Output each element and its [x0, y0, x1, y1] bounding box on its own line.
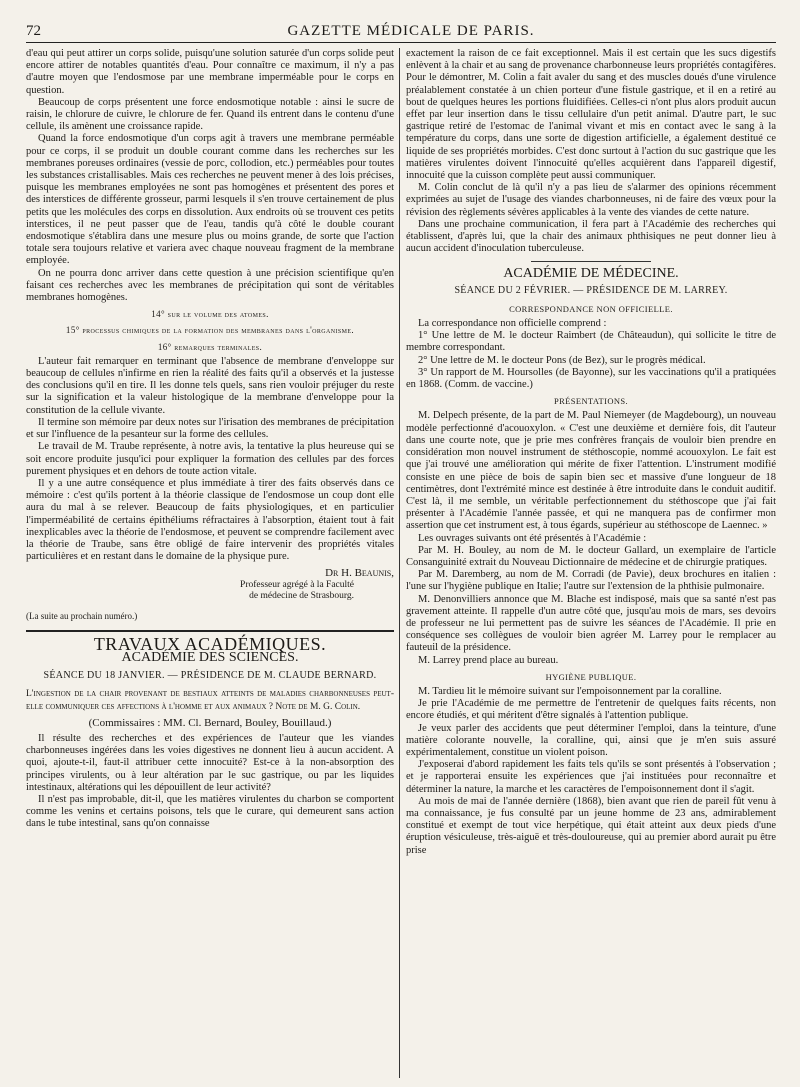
session-heading: SÉANCE DU 18 JANVIER. — PRÉSIDENCE DE M. CLAUDE BERNARD. — [43, 670, 377, 682]
paragraph: Il y a une autre conséquence et plus immédiate à tirer des faits observés dans ce mémoire : c'est qu'ils portent à la théorie classique de l'endosmose un coup dont elle aura du mal à se relever. Beaucoup de faits physiologiques, et en particulier l'imperméabilité de certains épithéliums réfractaires à l'absorption, étaient tout à fait inexplicables avec la théorie de l'endosmose, et peuvent se comprendre facilement avec la théorie de Traube, sans être obligé de faire intervenir des propriétés vitales particulières et en restant dans le domaine de la physique pure. — [26, 477, 394, 563]
section-heading: 15° processus chimiques de la formation des membranes dans l'organisme. — [65, 325, 355, 336]
session-heading: SÉANCE DU 2 FÉVRIER. — PRÉSIDENCE DE M. LARREY. — [454, 284, 728, 296]
paragraph: M. Delpech présente, de la part de M. Paul Niemeyer (de Magdebourg), un nouveau modèle perfectionné d'acouoxylon. « C'est une deuxième et dernière fois, dit l'auteur dans une courte note, que je prie mes confrères français de vouloir bien prendre en considération mon nouvel instrument de stéthoscopie, nommé acouoxylon. Le fait est que j'ai trouvé une amélioration qui mérite de fixer l'attention. L'instrument modifié consiste en une pièce de bois de sapin bien sec et massive d'une longueur de 18 centimètres, dont l'extrémité mince est destinée à être introduite dans le conduit auditif. C'est là, il me semble, un véritable perfectionnement du stéthoscope que j'ai fait présenter à l'Académie l'année passée, et qui ne manquera pas de confirmer mon assertion que cet instrument est, à tous égards, supérieur au stéthoscope de Laennec. » — [406, 410, 776, 532]
paragraph: Les ouvrages suivants ont été présentés à l'Académie : — [418, 532, 647, 544]
paragraph: M. Colin conclut de là qu'il n'y a pas lieu de s'alarmer des opinions récemment exprimées au sujet de l'usage des viandes charbonneuses, ni de faire des vœux pour la révision des règlements sévères applicables à la vente des viandes de cette nature. — [406, 182, 776, 218]
author-affiliation: de médecine de Strasbourg. — [249, 590, 354, 601]
paragraph: Beaucoup de corps présentent une force endosmotique notable : ainsi le sucre de raisin, le chlorure de cuivre, le chlorure de fer. Quand ils entrent dans le contenu d'une cellule, ils amènent une croissance rapide. — [26, 96, 394, 133]
paragraph: La correspondance non officielle comprend : — [418, 318, 607, 330]
section-heading: 14° sur le volume des atomes. — [151, 309, 269, 320]
paragraph: Par M. H. Bouley, au nom de M. le docteur Gallard, un exemplaire de l'article Consanguinité extrait du Nouveau Dictionnaire de médecine et de chirurgie pratiques. — [406, 544, 776, 568]
paragraph: Dans une prochaine communication, il fera part à l'Académie des recherches qui établissent, d'après lui, que la chair des animaux phthisiques ne peut donner lieu à aucun accident d'inoculation tuberculeuse. — [406, 218, 776, 255]
paragraph: exactement la raison de ce fait exceptionnel. Mais il est certain que les sucs digestifs enlèvent à la chair et au sang de provenance charbonneuse leurs propriétés contagifères. Pour le démontrer, M. Colin a fait avaler du sang et des muscles doués d'une virulence préalablement constatée à un chien porteur d'une fistule gastrique, et il en a retiré au bout de quelques heures les portions fluidifiées. Celles-ci n'ont plus alors produit aucun effet par leur insertion dans le tissu cellulaire d'un petit animal. D'autre part, le suc gastrique retiré de l'estomac de l'animal vivant et mis en contact avec le sang à la température du corps, dans une sorte de digestion artificielle, a également destitué ce liquide de ses propriétés morbides. C'est donc surtout à l'action du suc gastrique que les matières virulentes doivent l'innocuité qu'elles acquièrent dans l'appareil digestif, innocuité que la cuisson complète peut aussi communiquer. — [406, 48, 776, 182]
page-header — [26, 18, 776, 43]
paragraph: Quand la force endosmotique d'un corps agit à travers une membrane perméable pour ce corps, il se produit un double courant comme dans les recherches sur les membranes poreuses ordinaires (vessie de porc, collodion, etc.) perméables pour toutes les substances cristallisables. Mais ces recherches ne peuvent mener à des lois précises, puisque les membranes employées ne sont pas homogènes et présentent des pores et des interstices de différente grosseur, parmi lesquels il s'en trouve certainement de plus petits que les molécules des corps en dissolution. Aux endroits où se trouvent ces petits interstices, il ne peut passer que de l'eau, tandis qu'à côté le double courant endosmotique s'établira dans une mesure plus ou moins grande, de sorte que l'action totale sera toujours relative et variera avec chaque nouveau fragment de la membrane employée. — [26, 133, 394, 267]
paragraph: J'exposerai d'abord rapidement les faits tels qu'ils se sont présentés à l'observation ; et je rapporterai ensuite les expériences que j'ai instituées pour reconnaître et déterminer la nature, la marche et les caractères de l'empoisonnement dont il s'agit. — [406, 759, 776, 795]
section-title: TRAVAUX ACADÉMIQUES. — [93, 633, 327, 654]
subsection-heading: HYGIÈNE PUBLIQUE. — [545, 671, 637, 682]
commission-line: (Commissaires : MM. Cl. Bernard, Bouley, Bouillaud.) — [88, 716, 332, 729]
paragraph: L'auteur fait remarquer en terminant que l'absence de membrane d'enveloppe sur beaucoup de cellules n'infirme en rien la réalité des faits qu'il a observés et la justesse des conclusions qu'il en tire. Il les donne tels quels, sans rien vouloir préjuger du reste sur la signification et la valeur histologique de la membrane d'enveloppe pour la constitution de la cellule vivante. — [26, 355, 394, 416]
section-heading: 16° remarques terminales. — [157, 341, 263, 352]
column-rule — [399, 48, 400, 1078]
paragraph: d'eau qui peut attirer un corps solide, puisqu'une solution saturée d'un corps solide peut encore attirer de notables quantités d'eau. Pour connaître ce maximum, il n'y a pas d'autre moyen que l'endosmose par une membrane imperméable pour le corps en question. — [26, 48, 394, 96]
continuation-note: (La suite au prochain numéro.) — [26, 610, 138, 621]
paragraph: Le travail de M. Traube représente, à notre avis, la tentative la plus heureuse qui se soit encore produite jusqu'ici pour expliquer la formation des cellules par des forces purement physiques et en dehors de toute action vitale. — [26, 441, 394, 477]
paragraph: Il n'est pas improbable, dit-il, que les matières virulentes du charbon se comportent comme les venins et certains poisons, tels que le curare, qui demeurent sans action dans le tube intestinal, sans qu'on connaisse — [26, 793, 394, 830]
paragraph: Par M. Daremberg, au nom de M. Corradi (de Pavie), deux brochures en italien : l'une sur l'hygiène publique en Italie; l'autre sur l'extension de la phthisie pulmonaire. — [406, 569, 776, 593]
left-column — [26, 48, 394, 1078]
right-column — [406, 48, 776, 1078]
running-title: GAZETTE MÉDICALE DE PARIS. — [287, 23, 535, 39]
author-affiliation: Professeur agrégé à la Faculté — [240, 579, 354, 590]
subsection-heading: CORRESPONDANCE NON OFFICIELLE. — [509, 303, 673, 314]
article-title: L'ingestion de la chair provenant de bestiaux atteints de maladies charbonneuses peut-elle communiquer ces affections à l'homme et aux animaux ? Note de M. G. Colin. — [26, 689, 394, 712]
paragraph: M. Denonvilliers annonce que M. Blache est indisposé, mais que sa santé n'est pas gravement atteinte. Il rappelle d'un autre côté que, jusqu'au mois de mars, ses devoirs de professeur ne lui permettent pas de suivre les séances de l'Académie. Il prie en conséquence ses collègues de vouloir bien agréer M. Larrey pour le remplacer au fauteuil de la présidence. — [406, 593, 776, 654]
section-divider — [26, 630, 394, 632]
paragraph: M. Tardieu lit le mémoire suivant sur l'empoisonnement par la coralline. — [418, 685, 722, 697]
paragraph: Je prie l'Académie de me permettre de l'entretenir de quelques faits récents, non encore étudiés, et qui méritent d'être signalés à l'attention publique. — [406, 698, 776, 722]
list-item: 2° Une lettre de M. le docteur Pons (de Bez), sur le progrès médical. — [418, 354, 706, 366]
paragraph: Au mois de mai de l'année dernière (1868), bien avant que rien de pareil fût venu à ma connaissance, je fus consulté par un jeune homme de 23 ans, admirablement constitué et exempt de tout vice herpétique, qui était atteint aux deux pieds d'une éruption vésiculeuse, très-aiguë et très-douloureuse, qui au premier abord aurait pu être prise — [406, 795, 776, 856]
divider — [531, 261, 651, 262]
author-name: Dr H. Beaunis, — [325, 567, 394, 580]
list-item: 1° Une lettre de M. le docteur Raimbert (de Châteaudun), qui sollicite le titre de membre correspondant. — [406, 330, 776, 354]
list-item: 3° Un rapport de M. Hoursolles (de Bayonne), sur les vaccinations qu'il a pratiquées en 1868. (Comm. de vaccine.) — [406, 366, 776, 391]
paragraph: Je veux parler des accidents que peut déterminer l'emploi, dans la teinture, d'une matière colorante nouvelle, la coralline, qui, ainsi que je m'en suis assuré expérimentalement, constitue un violent poison. — [406, 722, 776, 758]
paragraph: Il résulte des recherches et des expériences de l'auteur que les viandes charbonneuses ingérées dans les voies digestives ne donnent lieu à aucun accident. A quoi, ajoute-t-il, faut-il attribuer cette innocuité? Est-ce à la non-absorption des principes virulents, ou à leur altération par le suc gastrique, ou par les liquides intestinaux, altérations qui les dépouillent de leur activité? — [26, 732, 394, 793]
page-number: 72 — [26, 23, 41, 39]
subsection-heading: PRÉSENTATIONS. — [553, 396, 629, 407]
academy-title: ACADÉMIE DE MÉDECINE. — [503, 266, 679, 282]
paragraph: Il termine son mémoire par deux notes sur l'irisation des membranes de précipitation et sur l'influence de la pesanteur sur la forme des cellules. — [26, 416, 394, 441]
academy-title: ACADÉMIE DES SCIENCES. — [121, 649, 299, 665]
paragraph: M. Larrey prend place au bureau. — [418, 654, 559, 666]
signature-block — [26, 567, 394, 601]
paragraph: On ne pourra donc arriver dans cette question à une précision scientifique qu'en faisant ces recherches avec les membranes de précipitation qui sont de véritables membranes homogènes. — [26, 267, 394, 304]
